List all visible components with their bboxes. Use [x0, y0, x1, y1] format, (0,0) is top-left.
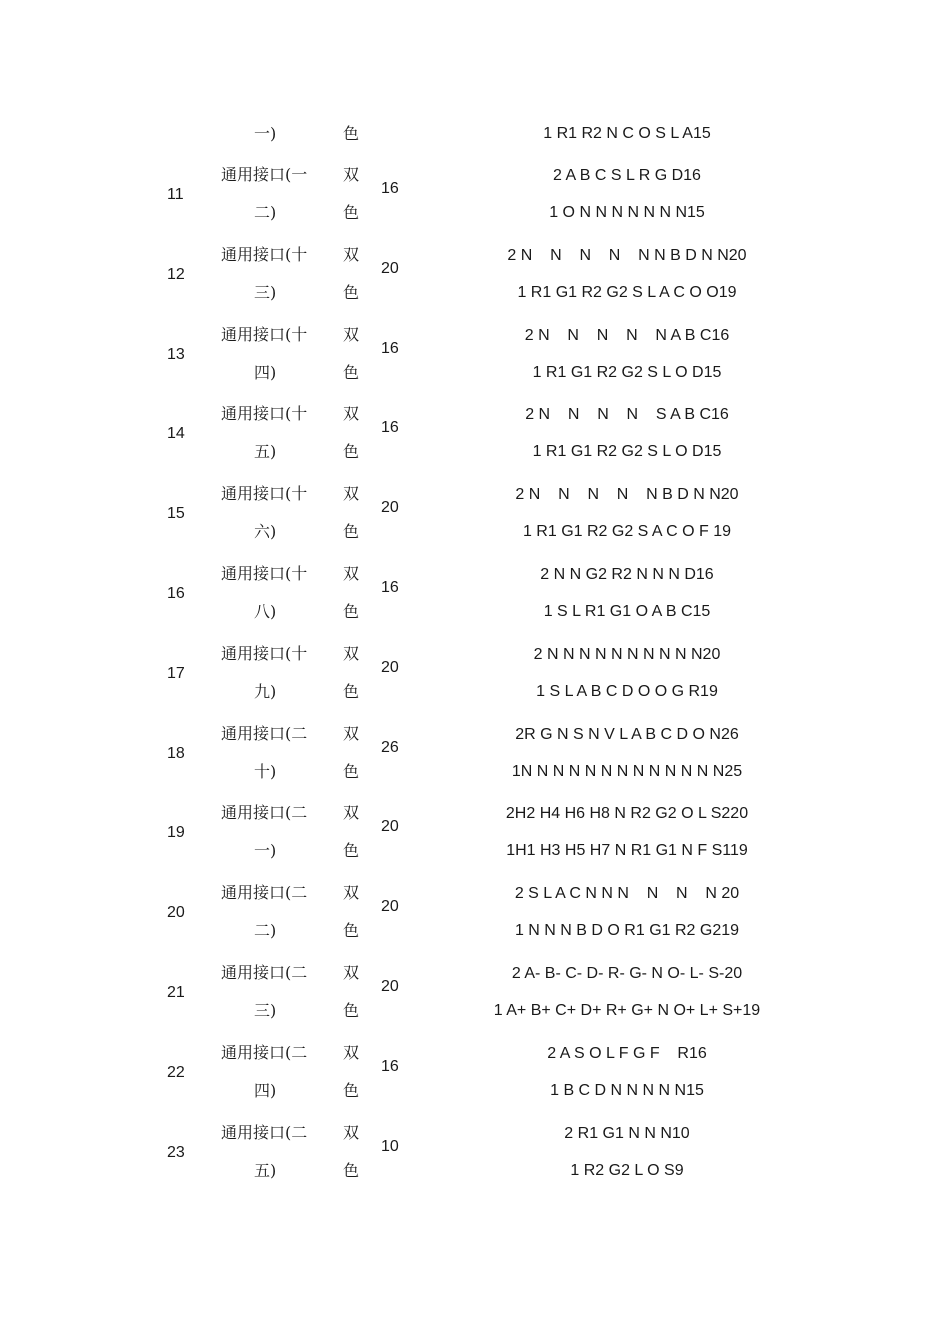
color-line2: 色 [343, 283, 360, 302]
pins-line1: 2 R1 G1 N N N10 [564, 1125, 690, 1142]
color-line2: 色 [343, 841, 360, 860]
pins-line1: 2H2 H4 H6 H8 N R2 G2 O L S220 [505, 805, 749, 822]
interface-name-line2: 六) [254, 522, 277, 541]
color-line2: 色 [343, 921, 360, 940]
pins-line2: 1 B C D N N N N N15 [550, 1082, 704, 1099]
interface-name-line1: 通用接口(二 [221, 1043, 308, 1062]
pin-count: 20 [381, 898, 399, 915]
pins-line2: 1N N N N N N N N N N N N N25 [511, 763, 743, 780]
pins-continuation: 1 R1 R2 N C O S L A15 [543, 125, 711, 142]
pin-count: 20 [381, 818, 399, 835]
color-line1: 双 [343, 644, 360, 663]
pins-line2: 1 S L A B C D O O G R19 [536, 683, 718, 700]
pins-line2: 1H1 H3 H5 H7 N R1 G1 N F S119 [506, 842, 748, 859]
color-line1: 双 [343, 325, 360, 344]
interface-name-line1: 通用接口(二 [221, 1123, 308, 1142]
color-line1: 双 [343, 724, 360, 743]
pins-line2: 1 R1 G1 R2 G2 S L A C O O19 [517, 284, 737, 301]
pins-line1: 2 N N N N S A B C16 [525, 406, 729, 423]
pin-count: 16 [381, 419, 399, 436]
row-number: 23 [167, 1144, 185, 1161]
interface-name-line1: 通用接口(十 [221, 644, 308, 663]
row-number: 22 [167, 1064, 185, 1081]
color-continuation: 色 [343, 124, 360, 143]
interface-name-line2: 九) [254, 682, 277, 701]
pins-line2: 1 S L R1 G1 O A B C15 [543, 603, 711, 620]
pins-line2: 1 A+ B+ C+ D+ R+ G+ N O+ L+ S+19 [493, 1002, 761, 1019]
color-line1: 双 [343, 484, 360, 503]
pin-count: 20 [381, 499, 399, 516]
pins-line1: 2 A B C S L R G D16 [553, 167, 701, 184]
pins-line2: 1 N N N B D O R1 G1 R2 G219 [514, 922, 740, 939]
row-number: 21 [167, 984, 185, 1001]
interface-name-line2: 二) [254, 203, 277, 222]
pins-line1: 2 S L A C N N N N N N 20 [514, 885, 740, 902]
interface-name-line1: 通用接口(十 [221, 564, 308, 583]
row-number: 13 [167, 346, 185, 363]
pin-count: 16 [381, 1058, 399, 1075]
interface-name-line1: 通用接口(十 [221, 245, 308, 264]
row-number: 17 [167, 665, 185, 682]
color-line1: 双 [343, 883, 360, 902]
row-number: 18 [167, 745, 185, 762]
pins-line2: 1 R1 G1 R2 G2 S A C O F 19 [522, 523, 732, 540]
pin-count: 20 [381, 659, 399, 676]
pins-line1: 2 N N N N N N B D N N20 [507, 247, 747, 264]
interface-name-line2: 八) [254, 602, 277, 621]
pin-count: 16 [381, 180, 399, 197]
color-line1: 双 [343, 1043, 360, 1062]
interface-name-line1: 通用接口(十 [221, 484, 308, 503]
color-line2: 色 [343, 363, 360, 382]
interface-name-line1: 通用接口(十 [221, 325, 308, 344]
pins-line1: 2 N N G2 R2 N N N D16 [540, 566, 714, 583]
row-number: 14 [167, 425, 185, 442]
interface-name-line1: 通用接口(一 [221, 165, 308, 184]
color-line2: 色 [343, 1001, 360, 1020]
pin-count: 16 [381, 579, 399, 596]
color-line1: 双 [343, 963, 360, 982]
color-line1: 双 [343, 404, 360, 423]
pins-line2: 1 R2 G2 L O S9 [570, 1162, 684, 1179]
row-number: 15 [167, 505, 185, 522]
row-number: 12 [167, 266, 185, 283]
color-line2: 色 [343, 682, 360, 701]
interface-name-line1: 通用接口(十 [221, 404, 308, 423]
color-line1: 双 [343, 245, 360, 264]
color-line1: 双 [343, 803, 360, 822]
interface-name-line2: 二) [254, 921, 277, 940]
pin-count: 10 [381, 1138, 399, 1155]
pins-line1: 2 N N N N N N N N N N20 [533, 646, 721, 663]
pins-line2: 1 R1 G1 R2 G2 S L O D15 [532, 364, 722, 381]
interface-name-line2: 一) [254, 841, 277, 860]
color-line2: 色 [343, 522, 360, 541]
interface-name-line1: 通用接口(二 [221, 883, 308, 902]
color-line2: 色 [343, 203, 360, 222]
row-number: 11 [167, 186, 184, 203]
pin-count: 20 [381, 260, 399, 277]
color-line2: 色 [343, 442, 360, 461]
color-line2: 色 [343, 1081, 360, 1100]
interface-name-line1: 通用接口(二 [221, 803, 308, 822]
color-line2: 色 [343, 762, 360, 781]
interface-name-line2: 三) [254, 283, 277, 302]
interface-name-line2: 十) [254, 762, 277, 781]
interface-name-line2: 五) [254, 1161, 277, 1180]
interface-name-line2: 四) [254, 363, 277, 382]
pin-count: 20 [381, 978, 399, 995]
pin-count: 26 [381, 739, 399, 756]
pins-line1: 2R G N S N V L A B C D O N26 [515, 726, 739, 743]
row-number: 16 [167, 585, 185, 602]
interface-name-line1: 通用接口(二 [221, 963, 308, 982]
pins-line1: 2 A S O L F G F R16 [547, 1045, 707, 1062]
row-number: 19 [167, 824, 185, 841]
pins-line2: 1 O N N N N N N N15 [549, 204, 705, 221]
pins-line1: 2 N N N N N A B C16 [524, 327, 730, 344]
color-line2: 色 [343, 602, 360, 621]
pin-count: 16 [381, 340, 399, 357]
interface-name-line1: 通用接口(二 [221, 724, 308, 743]
pins-line1: 2 A- B- C- D- R- G- N O- L- S-20 [511, 965, 743, 982]
color-line2: 色 [343, 1161, 360, 1180]
pins-line2: 1 R1 G1 R2 G2 S L O D15 [532, 443, 722, 460]
color-line1: 双 [343, 564, 360, 583]
color-line1: 双 [343, 165, 360, 184]
interface-name-line2: 五) [254, 442, 277, 461]
pins-line1: 2 N N N N N B D N N20 [515, 486, 739, 503]
interface-name-line2: 四) [254, 1081, 277, 1100]
interface-name-line2: 三) [254, 1001, 277, 1020]
name-continuation: 一) [254, 124, 277, 143]
color-line1: 双 [343, 1123, 360, 1142]
row-number: 20 [167, 904, 185, 921]
